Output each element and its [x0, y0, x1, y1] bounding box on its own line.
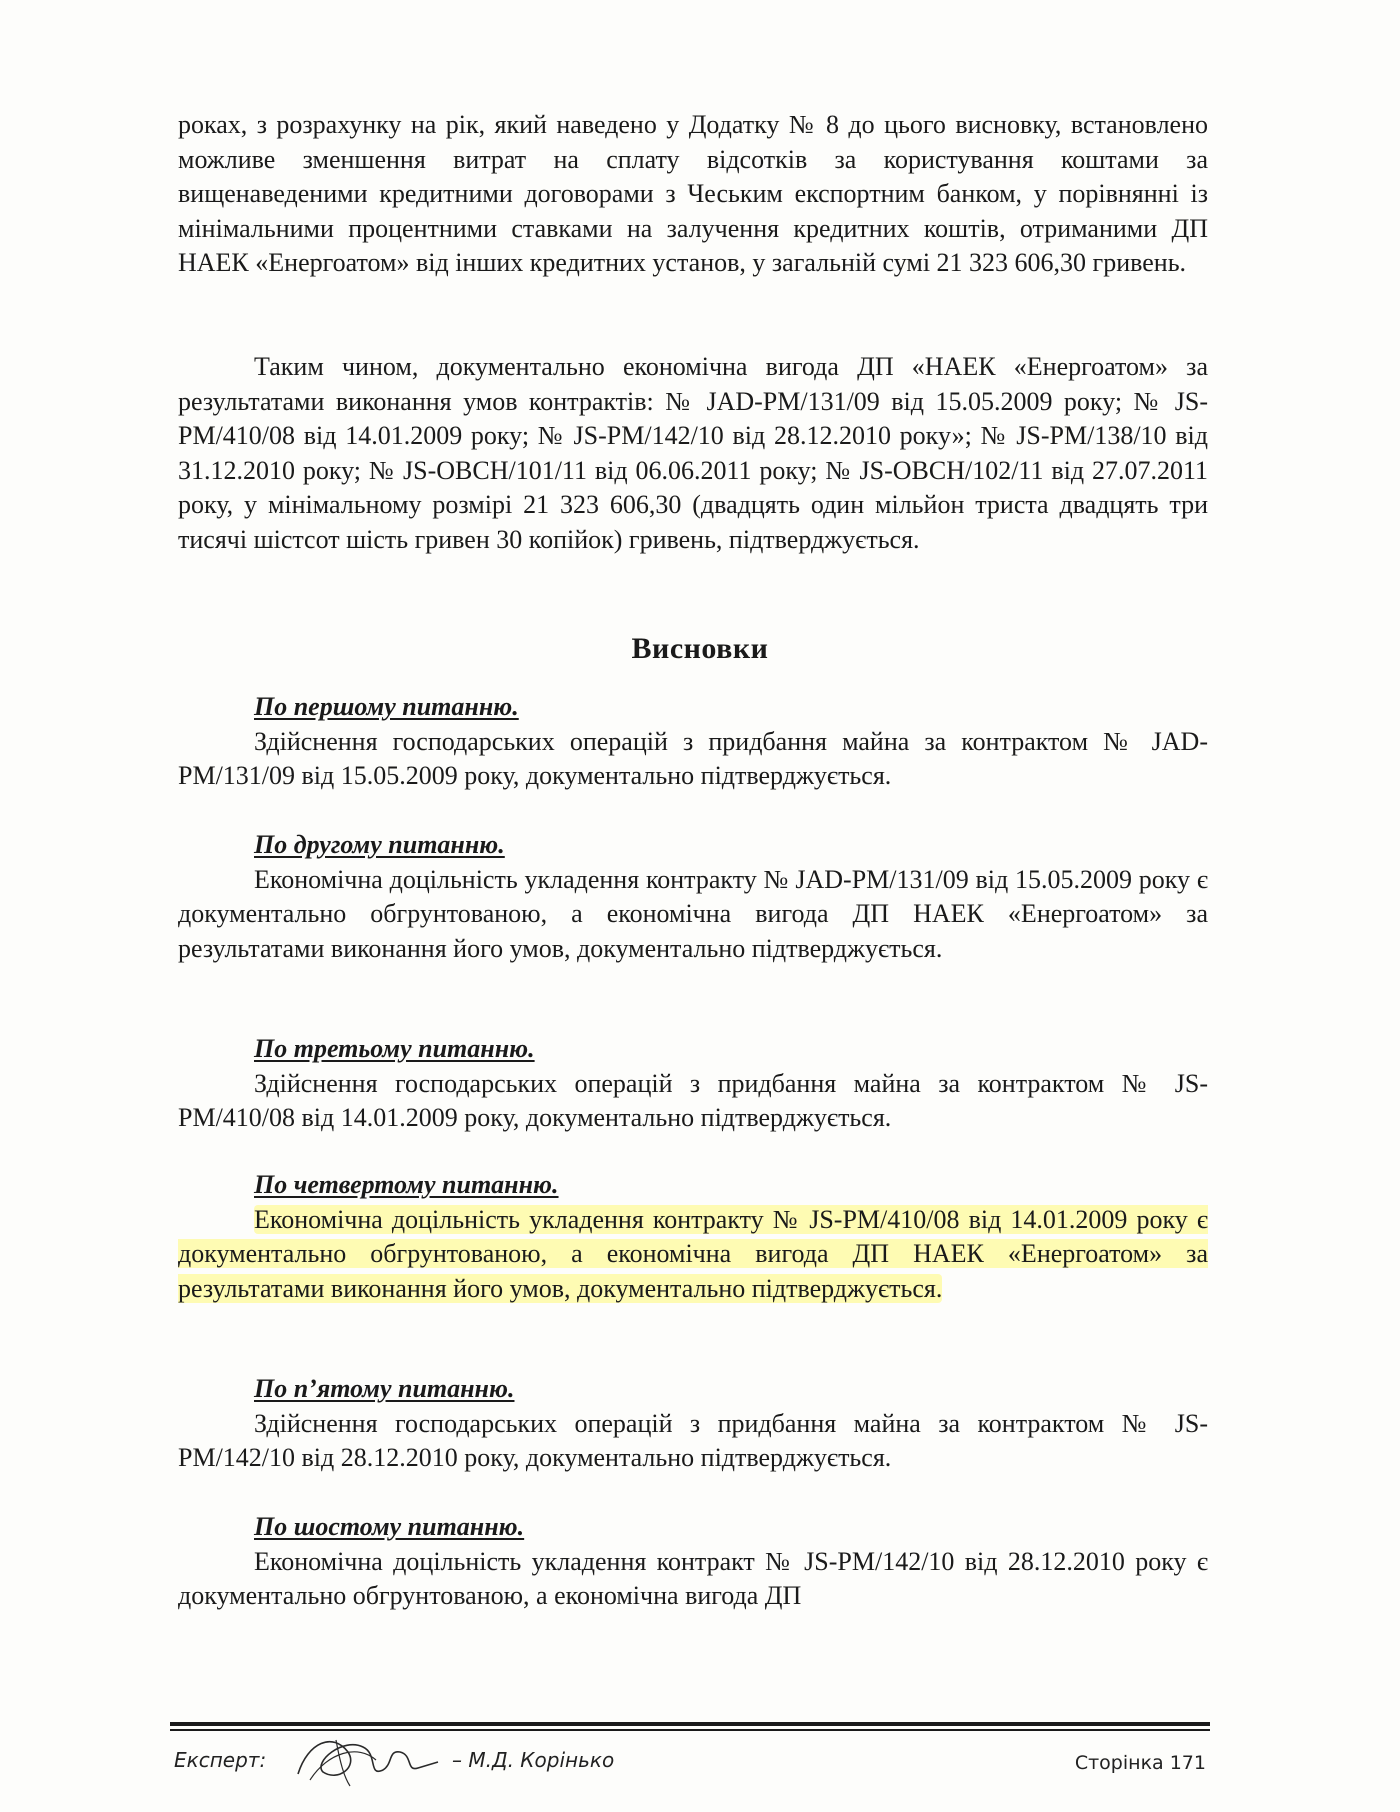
question-text: Економічна доцільність укладення контракту № JAD-PM/131/09 від 15.05.2009 року є документально обгрунтованою, а економічна вигода ДП НАЕК «Енергоатом» за результатами виконання його умов, документально підтверджується. — [178, 864, 1208, 963]
question-block-2 — [178, 828, 1208, 966]
question-block-6 — [178, 1510, 1208, 1614]
highlighted-text: Економічна доцільність укладення контракту № JS-PM/410/08 від 14.01.2009 року є документально обгрунтованою, а економічна вигода ДП НАЕК «Енергоатом» за результатами виконання його умов, документально підтверджується. — [178, 1204, 1208, 1303]
expert-label: Експерт: — [174, 1748, 267, 1772]
question-heading: По четвертому питанню. — [254, 1170, 559, 1199]
page-number: Сторінка 171 — [1074, 1752, 1206, 1774]
page-footer — [170, 1740, 1210, 1790]
question-text-highlighted — [178, 1203, 1208, 1307]
question-text: Здійснення господарських операцій з придбання майна за контрактом № JS-PM/142/10 від 28.12.2010 року, документально підтверджується. — [178, 1408, 1208, 1472]
question-heading: По першому питанню. — [254, 692, 519, 721]
question-text: Економічна доцільність укладення контракт № JS-PM/142/10 від 28.12.2010 року є документально обгрунтованою, а економічна вигода ДП — [178, 1546, 1208, 1610]
question-heading: По другому питанню. — [254, 830, 505, 859]
question-block-1 — [178, 690, 1208, 794]
question-block-5 — [178, 1372, 1208, 1476]
question-block-3 — [178, 1032, 1208, 1136]
question-block-4 — [178, 1168, 1208, 1306]
question-text: Здійснення господарських операцій з придбання майна за контрактом № JS-PM/410/08 від 14.01.2009 року, документально підтверджується. — [178, 1068, 1208, 1132]
question-heading: По п’ятому питанню. — [254, 1374, 515, 1403]
question-text: Здійснення господарських операцій з придбання майна за контрактом № JAD-PM/131/09 від 15.05.2009 року, документально підтверджується. — [178, 726, 1208, 790]
signature-icon — [288, 1722, 448, 1794]
section-title: Висновки — [631, 632, 769, 665]
question-heading: По третьому питанню. — [254, 1034, 535, 1063]
expert-name: – М.Д. Корінько — [452, 1748, 615, 1772]
paragraph-continuation: роках, з розрахунку на рік, який наведено у Додатку № 8 до цього висновку, встановлено можливе зменшення витрат на сплату відсотків за користування коштами за вищенаведеними кредитними договорами з Чеським експортним банком, у порівнянні із мінімальними процентними ставками на залучення кредитних коштів, отриманими ДП НАЕК «Енергоатом» від інших кредитних установ, у загальній сумі 21 323 606,30 гривень. — [178, 110, 1208, 277]
question-heading: По шостому питанню. — [254, 1512, 525, 1541]
paragraph-summary: Таким чином, документально економічна вигода ДП «НАЕК «Енергоатом» за результатами виконання умов контрактів: № JAD-PM/131/09 від 15.05.2009 року; № JS-PM/410/08 від 14.01.2009 року; № JS-PM/142/10 від 28.12.2010 року»; № JS-PM/138/10 від 31.12.2010 року; № JS-OBCH/101/11 від 06.06.2011 року; № JS-OBCH/102/11 від 27.07.2011 року, у мінімальному розмірі 21 323 606,30 (двадцять один мільйон триста двадцять три тисячі шістсот шість гривен 30 копійок) гривень, підтверджується. — [178, 352, 1208, 554]
